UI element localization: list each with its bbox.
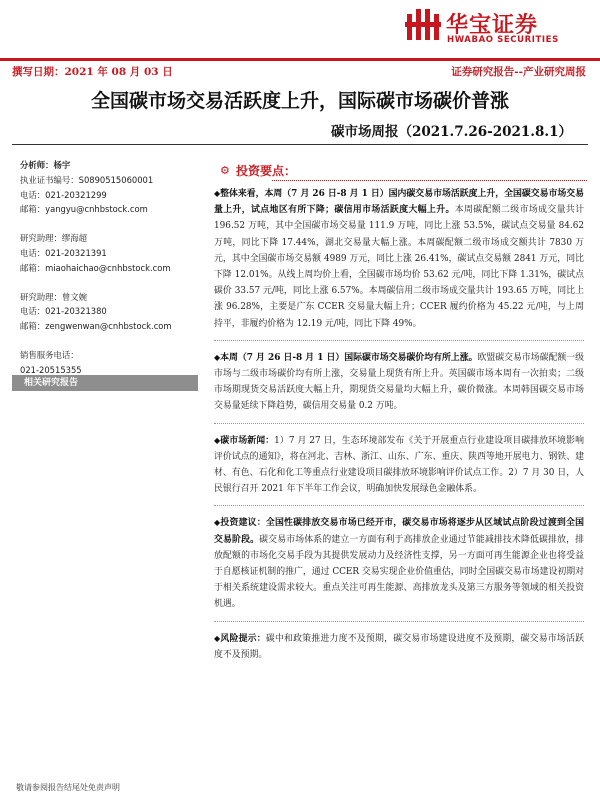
news-lead: 碳市场新闻：: [220, 435, 275, 446]
investment-paragraph: [214, 515, 584, 612]
brand-name-cn: 华宝证券: [446, 13, 539, 38]
analyst-sidebar: [20, 158, 200, 378]
header-rule: [0, 58, 600, 61]
sales-label: 销售服务电话：: [20, 349, 79, 360]
analyst-phone: 电话：021-20321299: [20, 189, 107, 200]
news-text: 1）7 月 27 日，生态环境部发布《关于开展重点行业建设项目碳排放环境影响评价试点的通知》，将在河北、吉林、浙江、山东、广东、重庆、陕西等地开展电力、钢铁、建材、有色、石化和化工等重点行业建设项目碳排放环境影响评价试点工作。2）7 月 30 日，人民银行召开 2021 年下半年工作会议，明确加快发展绿色金融体系。: [214, 435, 585, 495]
bullet-icon: ◆: [214, 435, 221, 445]
divider: [214, 340, 584, 341]
summary-lead: 整体来看，本周（7 月 26 日-8 月 1 日）国内碳交易市场活跃度上升，全国碳交易市场交易量上升，试点地区有所下降；碳信用市场活跃度大幅上升。: [214, 189, 584, 216]
bullet-icon: ◆: [214, 518, 221, 528]
divider: [214, 621, 584, 622]
summary-text: 本周碳配额二级市场成交量共计 196.52 万吨，其中全国碳市场交易量 111.9 万吨，同比上涨 53.5%，碳试点交易量 84.62 万吨，同比下降 17.44%，湖北交易量大幅上涨。本周碳配额二级市场成交额共计 7830 万元，其中全国碳市场交易额 4989 万元，同比上涨 26.41%，碳试点交易额 2841 万元，同比下降 12.01%。从线上周均价上看，全国碳市场均价 53.62 元/吨，同比下降 1.31%，碳试点碳价 33.57 元/吨，同比上涨 6.57%。本周碳信用二级市场成交量共计 193.65 万吨，同比上涨 96.28%，主要是广东 CCER 交易量大幅上升；CCER 履约价格为 45.22 元/吨，与上周持平，非履约价格为 12.19 元/吨，同比下降 49%。: [214, 205, 584, 329]
investment-text: 碳交易市场体系的建立一方面有利于高排放企业通过节能减排技术降低碳排放，排放配额的市场化交易手段为其提供发展动力及经济性支撑，另一方面可再生能源企业也将受益于自愿核证机制的推广，通过 CCER 交易实现企业价值重估，同时全国碳交易市场建设初期对于相关系统建设需求较大。重点关注可再生能源、高排放龙头及第三方服务等领域的相关投资机遇。: [214, 534, 584, 610]
assistant1-email[interactable]: 邮箱：miaohaichao@cnhbstock.com: [20, 262, 171, 273]
bullet-icon: ◆: [214, 352, 221, 362]
key-points-underline: [272, 180, 587, 181]
news-paragraph: [214, 433, 584, 498]
page-title: 全国碳市场交易活跃度上升，国际碳市场碳价普涨: [90, 90, 509, 112]
divider: [214, 505, 584, 506]
bullet-icon: ◆: [214, 189, 221, 198]
risk-paragraph: [214, 631, 584, 663]
international-lead: 本周（7 月 26 日-8 月 1 日）国际碳市场交易碳价均有所上涨。: [220, 352, 478, 363]
risk-lead: 风险提示：: [220, 633, 266, 644]
international-text: 欧盟碳交易市场碳配额一级市场与二级市场碳价均有所上涨，交易量上现货有所上升。英国碳市场本周有一次拍卖；二级市场期现货交易活跃度大幅上升，期现货交易量均大幅上升，碳价微涨。本周韩国碳交易市场交易量延续下降趋势，碳信用交易量 0.2 万吨。: [214, 352, 584, 412]
hwabao-logo-icon: [404, 6, 442, 44]
bullet-icon: ◆: [214, 633, 221, 643]
assistant2-name: 研究助理：曾文婉: [20, 291, 87, 302]
title-divider: [12, 144, 588, 145]
analyst-license: 执业证书编号：S0890515060001: [20, 174, 154, 185]
risk-text: 碳中和政策推进力度不及预期，碳交易市场建设进度不及预期，碳交易市场活跃度不及预期。: [214, 633, 584, 660]
analyst-email[interactable]: 邮箱：yangyu@cnhbstock.com: [20, 204, 148, 215]
key-points-body: [214, 186, 584, 671]
key-points-header: [220, 162, 580, 180]
brand-name-en: HWABAO SECURITIES: [447, 35, 559, 45]
international-paragraph: [214, 350, 584, 415]
write-date: 撰写日期：2021 年 08 月 03 日: [12, 66, 173, 78]
key-points-title: 投资要点：: [236, 164, 297, 178]
disclaimer-footer: 敬请参阅报告结尾处免责声明: [16, 783, 120, 792]
assistant1-phone: 电话：021-20321391: [20, 247, 107, 258]
assistant1-name: 研究助理：缪海超: [20, 233, 87, 244]
related-reports-header: 相关研究报告: [12, 375, 198, 391]
assistant2-phone: 电话：021-20321380: [20, 306, 107, 317]
investment-lead: 投资建议：全国性碳排放交易市场已经开市，碳交易市场将逐步从区域试点阶段过渡到全国交易阶段。: [214, 518, 584, 545]
report-type: 证券研究报告--产业研究周报: [451, 66, 586, 78]
analyst-name: 分析师：杨宇: [20, 160, 71, 170]
page-subtitle: 碳市场周报（2021.7.26-2021.8.1）: [330, 124, 572, 140]
gear-icon: ⚙: [220, 164, 230, 177]
brand-logo: [404, 6, 584, 48]
sales-phone: 021-20515355: [20, 364, 82, 375]
divider: [214, 423, 584, 424]
summary-paragraph: [214, 186, 584, 332]
assistant2-email[interactable]: 邮箱：zengwenwan@cnhbstock.com: [20, 321, 172, 332]
